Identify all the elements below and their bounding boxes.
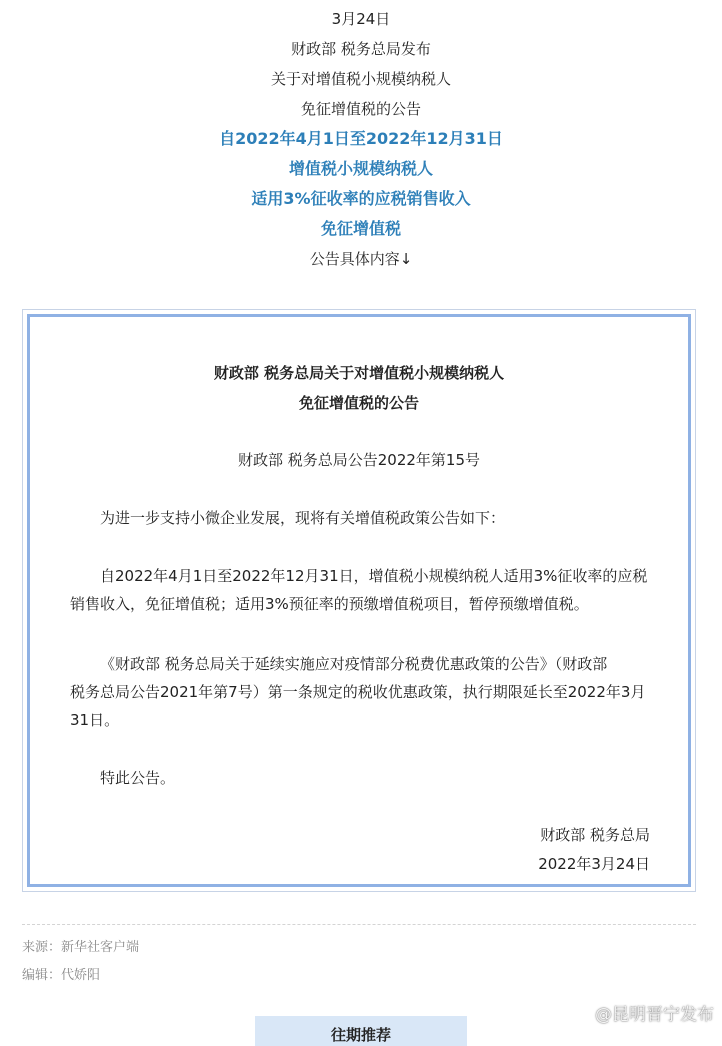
watermark [569,1003,714,1027]
intro-section [0,4,722,274]
paragraph-line: 自2022年4月1日至2022年12月31日，增值税小规模纳税人适用3%征收率的应税 [100,567,648,585]
notice-paragraph-closing [70,764,690,792]
notice-frame [27,314,691,887]
paragraph-line: 为进一步支持小微企业发展，现将有关增值税政策公告如下： [100,509,506,527]
notice-doc-number: 财政部 税务总局公告2022年第15号 [237,451,481,469]
notice-paragraph-policy [70,562,690,618]
recommend-tab[interactable] [255,1016,467,1046]
intro-details-prompt: 公告具体内容↓ [309,250,413,268]
intro-highlight-exemption: 免征增值税 [320,219,401,238]
intro-headline-1: 关于对增值税小规模纳税人 [270,70,451,88]
paragraph-line: 特此公告。 [100,769,176,787]
notice-title-line-1: 财政部 税务总局关于对增值税小规模纳税人 [213,364,505,382]
paragraph-line: 税务总局公告2021年第7号）第一条规定的税收优惠政策，执行期限延长至2022年3月 [70,683,646,701]
divider [22,924,696,925]
source-value: 新华社客户端 [61,940,140,955]
notice-box [22,309,696,892]
source-line [22,936,139,955]
paragraph-line: 《财政部 税务总局关于延续实施应对疫情部分税费优惠政策的公告》（财政部 [100,655,608,673]
recommend-label: 往期推荐 [330,1026,391,1044]
intro-headline-2: 免征增值税的公告 [300,100,421,118]
intro-publisher: 财政部 税务总局发布 [291,40,431,58]
intro-highlight-rate: 适用3%征收率的应税销售收入 [251,189,471,208]
intro-date: 3月24日 [331,10,391,28]
paragraph-line: 31日。 [70,711,120,729]
paragraph-line: 销售收入，免征增值税；适用3%预征率的预缴增值税项目，暂停预缴增值税。 [70,595,589,613]
notice-paragraph-extension [70,650,690,734]
notice-paragraph-intro [70,504,690,532]
weibo-icon [569,1005,591,1021]
editor-value: 代娇阳 [61,968,101,983]
intro-highlight-period: 自2022年4月1日至2022年12月31日 [219,129,503,148]
source-label: 来源： [22,940,62,955]
editor-label: 编辑： [22,968,62,983]
notice-signer: 财政部 税务总局 [540,826,650,844]
intro-highlight-taxpayer: 增值税小规模纳税人 [288,159,433,178]
watermark-text: @昆明晋宁发布 [595,1005,714,1025]
notice-sign-date: 2022年3月24日 [538,855,650,873]
editor-line [22,964,100,983]
notice-title-line-2: 免征增值税的公告 [298,394,419,412]
